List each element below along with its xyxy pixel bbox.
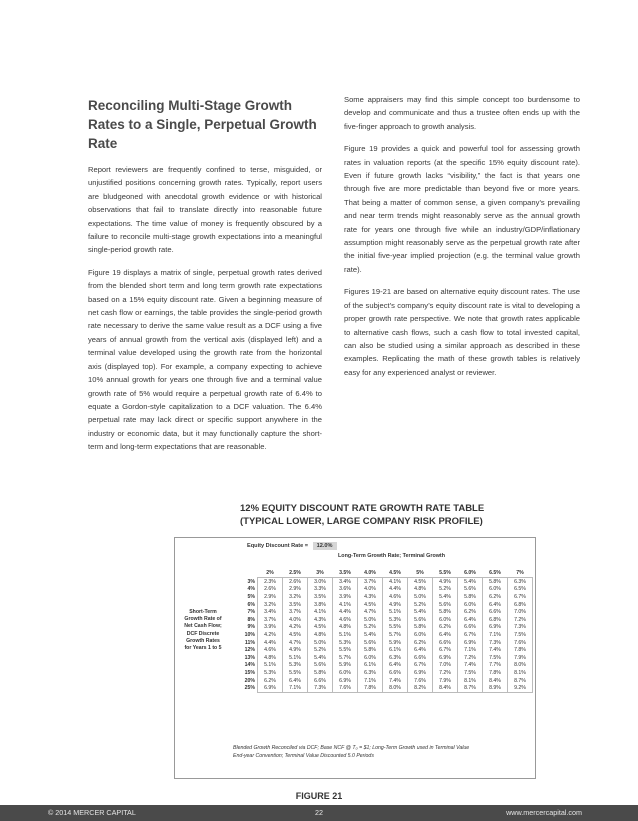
table-corner-cell [235,568,258,578]
table-cell: 5.5% [333,646,358,654]
table-cell: 3.9% [333,593,358,601]
table-cell: 4.7% [283,639,308,647]
table-cell: 3.7% [283,608,308,616]
table-cell: 6.3% [383,654,408,662]
growth-rate-table [235,568,533,693]
table-cell: 6.4% [408,646,433,654]
row-header: 14% [244,662,255,669]
table-cell: 7.1% [458,646,483,654]
row-header: 7% [247,609,255,616]
discount-rate-text: Equity Discount Rate = [247,543,309,549]
table-cell: 6.6% [308,677,333,685]
table-cell: 3.9% [258,624,283,632]
table-cell: 7.5% [458,669,483,677]
table-cell: 7.3% [483,639,508,647]
table-cell: 5.0% [408,593,433,601]
column-header: 3% [316,569,324,576]
table-cell: 5.5% [283,669,308,677]
left-column [88,96,322,463]
table-row [235,684,533,692]
table-cell: 4.5% [283,631,308,639]
table-cell: 6.6% [483,608,508,616]
table-cell: 7.8% [508,646,533,654]
footer-website: www.mercercapital.com [506,808,582,817]
row-header: 5% [247,593,255,600]
column-header: 6.0% [464,569,476,576]
table-cell: 3.2% [283,593,308,601]
table-cell: 5.8% [483,578,508,586]
table-cell: 4.5% [408,578,433,586]
section-heading: Reconciling Multi-Stage Growth Rates to a Single, Perpetual Growth Rate [88,98,317,151]
table-cell: 5.4% [458,578,483,586]
table-cell: 8.0% [508,662,533,670]
table-cell: 6.8% [508,601,533,609]
table-cell: 5.4% [433,593,458,601]
row-header: 8% [247,616,255,623]
table-cell: 5.4% [308,654,333,662]
table-cell: 6.6% [458,624,483,632]
table-cell: 6.0% [358,654,383,662]
table-cell: 4.9% [433,578,458,586]
table-row [235,646,533,654]
table-cell: 7.2% [458,654,483,662]
table-cell: 5.0% [308,639,333,647]
table-cell: 6.0% [483,586,508,594]
column-header: 7% [516,569,524,576]
table-cell: 6.1% [383,646,408,654]
table-cell: 3.8% [308,601,333,609]
table-cell: 4.6% [333,616,358,624]
table-cell: 6.2% [483,593,508,601]
table-cell: 6.2% [433,624,458,632]
left-paragraph: Report reviewers are frequently confined to terse, misguided, or unjustified positions concerning growth rates. Typically, report users are bludgeoned with anecdotal growth evidence or with historical observations that fail to translate directly into reasonable future expectations. The time value of money is frequently obscured by a failure to reconcile multi-stage growth expectations into a meaningful single-period growth rate. [88,165,322,255]
table-cell: 5.6% [433,601,458,609]
table-cell: 3.7% [358,578,383,586]
table-cell: 5.0% [358,616,383,624]
figure-title [240,503,484,528]
table-cell: 5.6% [458,586,483,594]
table-cell: 3.3% [308,586,333,594]
table-cell: 5.8% [358,646,383,654]
table-cell: 8.9% [483,684,508,692]
table-row [235,631,533,639]
table-cell: 4.1% [333,601,358,609]
table-cell: 7.0% [508,608,533,616]
table-cell: 6.2% [408,639,433,647]
table-cell: 5.3% [333,639,358,647]
table-cell: 6.5% [508,586,533,594]
short-term-label-line: Net Cash Flow; [184,623,222,630]
table-row [235,578,533,586]
table-cell: 6.3% [508,578,533,586]
figure-note-1: Blended Growth Reconciled via DCF; Base NCF @ T₀ = $1; Long-Term Growth used in Terminal Value [233,745,470,751]
table-cell: 6.6% [408,654,433,662]
table-cell: 3.4% [333,578,358,586]
table-cell: 7.3% [308,684,333,692]
table-row [235,586,533,594]
table-cell: 2.6% [258,586,283,594]
figure-label: FIGURE 21 [295,791,343,801]
table-cell: 4.2% [283,624,308,632]
table-cell: 7.7% [483,662,508,670]
table-cell: 7.6% [333,684,358,692]
table-cell: 4.0% [283,616,308,624]
table-cell: 8.4% [433,684,458,692]
table-cell: 7.6% [408,677,433,685]
long-term-header: Long-Term Growth Rate; Terminal Growth [338,553,446,559]
table-cell: 6.2% [458,608,483,616]
right-paragraph: Figures 19-21 are based on alternative equity discount rates. The use of the subject’s company’s equity discount rate is vital to developing a proper growth rate perspective. We note that growth rates applicable to alternative cash flows, such a cash flow to total invested capital, can also be studied using a similar approach as described in these examples. Replicating the math of these growth tables is relatively easy for any experienced analyst or reviewer. [344,287,580,377]
row-header: 13% [244,654,255,661]
right-column [344,96,580,388]
row-header: 25% [244,685,255,692]
table-cell: 2.6% [283,578,308,586]
table-row [235,677,533,685]
table-cell: 8.4% [483,677,508,685]
table-cell: 5.3% [383,616,408,624]
table-cell: 4.6% [383,593,408,601]
table-row [235,639,533,647]
column-header: 5% [416,569,424,576]
table-cell: 5.7% [333,654,358,662]
table-cell: 5.4% [408,608,433,616]
short-term-label-line: Short-Term [189,609,217,615]
table-cell: 7.2% [433,669,458,677]
table-cell: 7.5% [483,654,508,662]
table-cell: 7.4% [383,677,408,685]
column-header: 5.5% [439,569,451,576]
figure-title-line1: 12% EQUITY DISCOUNT RATE GROWTH RATE TABLE [240,503,485,514]
table-cell: 5.8% [433,608,458,616]
table-cell: 6.1% [358,662,383,670]
row-header: 4% [247,586,255,593]
table-cell: 4.9% [283,646,308,654]
table-cell: 2.9% [258,593,283,601]
figure-note-2: End-year Convention; Terminal Value Discounted 5.0 Periods [233,753,374,759]
table-cell: 6.6% [383,669,408,677]
table-cell: 5.6% [308,662,333,670]
table-cell: 6.9% [333,677,358,685]
column-header: 4.5% [389,569,401,576]
table-cell: 5.8% [458,593,483,601]
table-cell: 8.1% [508,669,533,677]
table-cell: 3.4% [258,608,283,616]
table-cell: 2.9% [283,586,308,594]
table-cell: 4.3% [308,616,333,624]
right-paragraph: Figure 19 provides a quick and powerful tool for assessing growth rates in valuation reports (at the specific 15% equity discount rate). Even if future growth lacks “visibility,” the fact is that years one through five are more predictable than beyond five or more years. That being a matter of common sense, a given company’s prevailing and near term trends might reasonably serve as the annual growth rate for years one through five while an industry/GDP/inflationary assumption might reasonably serve as the perpetual growth rate after the initial five-year implied projection (e.g. the terminal value growth rate). [344,144,580,274]
column-header: 2% [266,569,274,576]
table-cell: 5.1% [383,608,408,616]
table-cell: 8.1% [458,677,483,685]
table-cell: 6.0% [458,601,483,609]
right-paragraphs [344,93,580,379]
column-header: 2.5% [289,569,301,576]
table-cell: 8.0% [383,684,408,692]
short-term-label-line: DCF Discrete [186,630,220,637]
table-row [235,654,533,662]
table-cell: 6.0% [433,616,458,624]
row-header: 12% [244,647,255,654]
table-cell: 5.2% [433,586,458,594]
table-cell: 4.8% [408,586,433,594]
table-cell: 4.6% [258,646,283,654]
table-cell: 7.1% [358,677,383,685]
table-cell: 4.2% [258,631,283,639]
table-cell: 4.1% [308,608,333,616]
table-cell: 5.6% [358,639,383,647]
table-cell: 7.9% [433,677,458,685]
table-cell: 5.2% [308,646,333,654]
table-cell: 8.7% [508,677,533,685]
row-header: 9% [247,624,255,631]
table-cell: 4.7% [358,608,383,616]
table-cell: 5.3% [283,662,308,670]
table-cell: 5.1% [258,662,283,670]
table-cell: 4.0% [358,586,383,594]
table-cell: 7.5% [508,631,533,639]
row-header: 15% [244,669,255,676]
table-cell: 5.1% [283,654,308,662]
table-cell: 2.3% [258,578,283,586]
table-cell: 6.9% [483,624,508,632]
table-cell: 5.9% [333,662,358,670]
table-cell: 5.2% [408,601,433,609]
table-cell: 6.6% [433,639,458,647]
table-cell: 6.0% [333,669,358,677]
table-cell: 6.9% [258,684,283,692]
table-cell: 6.0% [408,631,433,639]
table-cell: 3.6% [333,586,358,594]
row-header: 3% [247,578,255,585]
discount-rate-label [247,542,337,550]
table-cell: 4.8% [258,654,283,662]
table-cell: 6.9% [458,639,483,647]
table-cell: 5.9% [383,639,408,647]
table-cell: 6.7% [433,646,458,654]
column-header: 6.5% [489,569,501,576]
column-header: 3.5% [339,569,351,576]
table-cell: 7.8% [483,669,508,677]
table-cell: 6.4% [458,616,483,624]
table-cell: 3.5% [308,593,333,601]
table-row [235,624,533,632]
table-cell: 4.5% [358,601,383,609]
table-cell: 4.8% [333,624,358,632]
short-term-label-line: for Years 1 to 5 [184,645,222,652]
table-cell: 5.6% [408,616,433,624]
table-cell: 5.5% [383,624,408,632]
table-cell: 4.8% [308,631,333,639]
table-cell: 6.9% [408,669,433,677]
column-header: 4.0% [364,569,376,576]
short-term-label [177,609,229,652]
short-term-label-line: Growth Rates [186,637,220,644]
table-cell: 4.4% [333,608,358,616]
table-cell: 7.3% [508,624,533,632]
figure-notes [233,744,469,760]
table-cell: 6.9% [433,654,458,662]
table-cell: 5.2% [358,624,383,632]
right-paragraph: Some appraisers may find this simple concept too burdensome to develop and communicate and thus a trustee often ends up with the five-finger approach to growth analysis. [344,95,580,131]
left-paragraphs [88,163,322,454]
table-row [235,601,533,609]
table-cell: 7.4% [458,662,483,670]
table-cell: 6.7% [508,593,533,601]
table-row [235,616,533,624]
figure-title-line2: (TYPICAL LOWER, LARGE COMPANY RISK PROFILE) [240,515,483,527]
table-cell: 4.9% [383,601,408,609]
growth-rate-table-figure [174,537,536,779]
table-cell: 5.7% [383,631,408,639]
discount-rate-value: 12.0% [313,542,337,550]
table-cell: 6.7% [458,631,483,639]
table-cell: 5.3% [258,669,283,677]
table-row [235,593,533,601]
table-cell: 7.4% [483,646,508,654]
table-cell: 7.8% [358,684,383,692]
table-cell: 6.3% [358,669,383,677]
table-cell: 8.7% [458,684,483,692]
table-cell: 5.4% [358,631,383,639]
table-row [235,662,533,670]
table-cell: 3.0% [308,578,333,586]
table-row [235,669,533,677]
row-header: 11% [244,639,255,646]
table-cell: 6.8% [483,616,508,624]
footer-copyright: © 2014 MERCER CAPITAL [48,808,136,817]
table-cell: 6.7% [408,662,433,670]
row-header: 6% [247,601,255,608]
table-cell: 7.2% [508,616,533,624]
table-cell: 3.7% [258,616,283,624]
table-cell: 7.1% [483,631,508,639]
table-cell: 7.6% [508,639,533,647]
table-cell: 7.9% [508,654,533,662]
table-cell: 5.8% [408,624,433,632]
table-cell: 3.2% [258,601,283,609]
table-cell: 7.0% [433,662,458,670]
table-row [235,608,533,616]
table-cell: 4.3% [358,593,383,601]
table-cell: 6.4% [283,677,308,685]
table-cell: 7.1% [283,684,308,692]
table-cell: 4.4% [383,586,408,594]
short-term-label-line: Growth Rate of [184,616,222,623]
table-cell: 4.4% [258,639,283,647]
table-cell: 9.2% [508,684,533,692]
table-cell: 6.2% [258,677,283,685]
table-cell: 4.5% [308,624,333,632]
table-cell: 3.5% [283,601,308,609]
table-cell: 6.4% [433,631,458,639]
table-cell: 5.1% [333,631,358,639]
left-paragraph: Figure 19 displays a matrix of single, perpetual growth rates derived from the blended short term and long term growth rate expectations based on a 15% equity discount rate. Given a beginning measure of net cash flow or earnings, the table provides the single-period growth rate necessary to derive the same value result as a DCF using a five years of annual growth from the vertical axis (displayed left) and a terminal value developed using the growth rate from the horizontal axis (displayed top). For example, a company expecting to achieve 10% annual growth for years one through five and a terminal value growth rate of 5% would require a perpetual growth rate of 6.4% to equate a Gordon-style capitalization to a DCF valuation. The 6.4% perpetual rate may lack direct or specific support anywhere in the industry or economic data, but it may functionally capture the short-term and long-term expectations that are reasonable. [88,267,322,452]
table-cell: 6.4% [383,662,408,670]
row-header: 20% [244,677,255,684]
table-cell: 8.2% [408,684,433,692]
page-footer [0,805,638,821]
page-number: 22 [315,808,323,817]
table-header-row [235,568,533,578]
table-cell: 4.1% [383,578,408,586]
table-cell: 5.8% [308,669,333,677]
row-header: 10% [244,631,255,638]
table-cell: 6.4% [483,601,508,609]
